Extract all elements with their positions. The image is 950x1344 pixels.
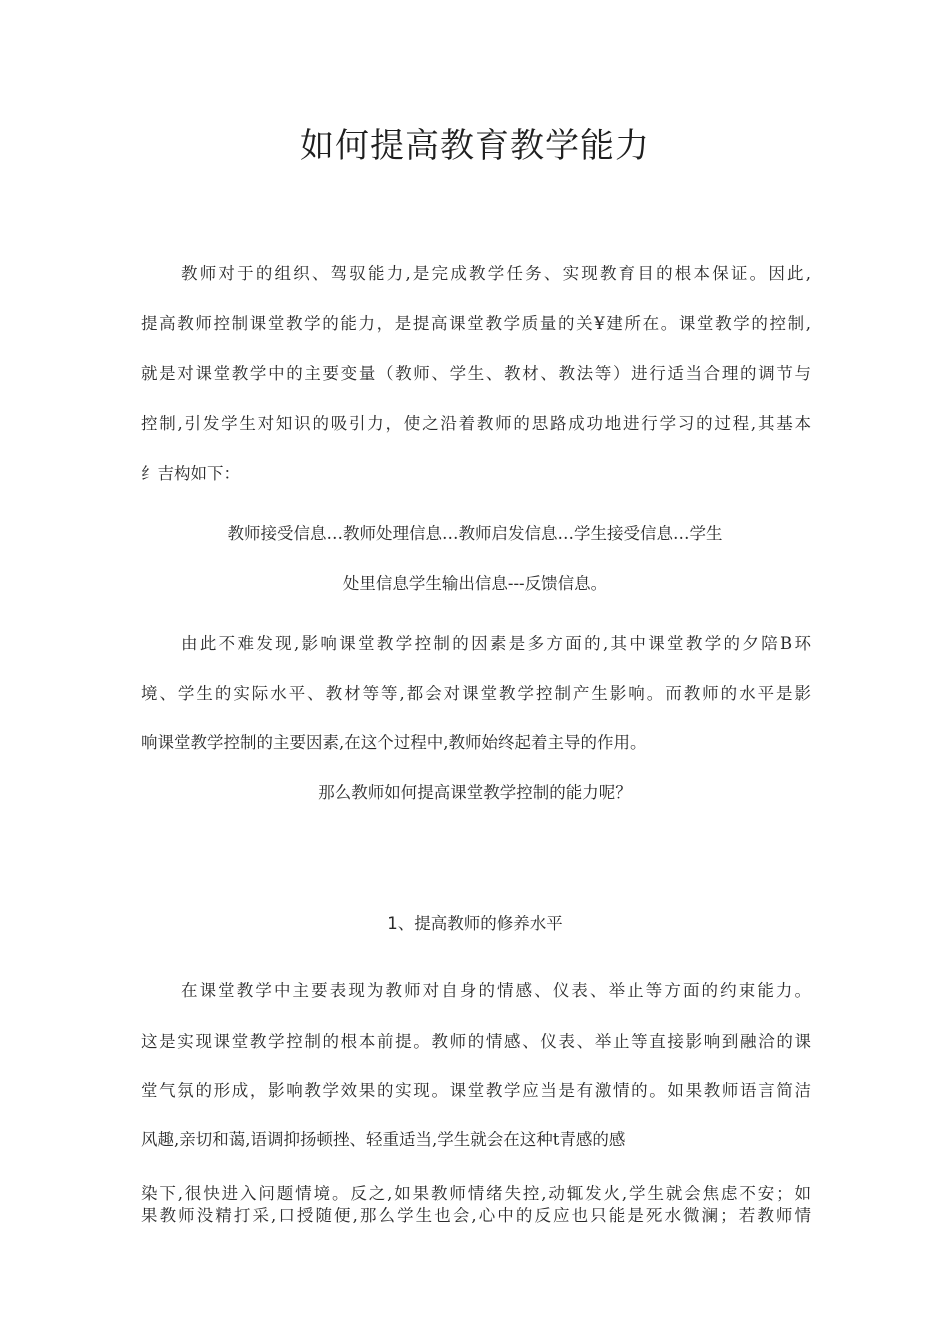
paragraph-line: 控制,引发学生对知识的吸引力，使之沿着教师的思路成功地进行学习的过程,其基本: [141, 414, 811, 433]
paragraph-line: 由此不难发现,影响课堂教学控制的因素是多方面的,其中课堂教学的夕陪B环: [181, 634, 811, 653]
paragraph-line: 就是对课堂教学中的主要变量（教师、学生、教材、教法等）进行适当合理的调节与: [141, 364, 811, 383]
paragraph-line: 纟吉构如下：: [141, 464, 240, 483]
paragraph-line: 在课堂教学中主要表现为教师对自身的情感、仪表、举止等方面的约束能力。: [181, 981, 811, 1000]
paragraph-line: 堂气氛的形成，影响教学效果的实现。课堂教学应当是有激情的。如果教师语言简洁: [141, 1081, 811, 1100]
paragraph-block: [141, 1183, 811, 1227]
section-heading: 1、提高教师的修养水平: [387, 914, 563, 933]
paragraph-line: 果教师没精打采,口授随便,那么学生也会,心中的反应也只能是死水微澜；若教师情: [141, 1206, 811, 1225]
paragraph-line: 染下,很快进入问题情境。反之,如果教师情绪失控,动辄发火,学生就会焦虑不安；如: [141, 1184, 811, 1203]
paragraph-line: 提高教师控制课堂教学的能力，是提高课堂教学质量的关¥建所在。课堂教学的控制,: [141, 314, 811, 333]
flow-line: 教师接受信息…教师处理信息…教师启发信息…学生接受信息…学生: [227, 524, 723, 543]
document-title: 如何提高教育教学能力: [300, 126, 650, 166]
paragraph-line: 这是实现课堂教学控制的根本前提。教师的情感、仪表、举止等直接影响到融洽的课: [141, 1032, 811, 1051]
flow-line: 处里信息学生输出信息---反馈信息。: [342, 574, 608, 593]
paragraph-line: 教师对于的组织、驾驭能力,是完成教学任务、实现教育目的根本保证。因此,: [181, 264, 811, 283]
paragraph-line: 境、学生的实际水平、教材等等,都会对课堂教学控制产生影响。而教师的水平是影: [141, 684, 811, 703]
paragraph-line: 响课堂教学控制的主要因素,在这个过程中,教师始终起着主导的作用。: [141, 733, 647, 752]
question-line: 那么教师如何提高课堂教学控制的能力呢？: [318, 783, 632, 802]
paragraph-line: 风趣,亲切和蔼,语调抑扬顿挫、轻重适当,学生就会在这种t青感的感: [141, 1130, 626, 1149]
